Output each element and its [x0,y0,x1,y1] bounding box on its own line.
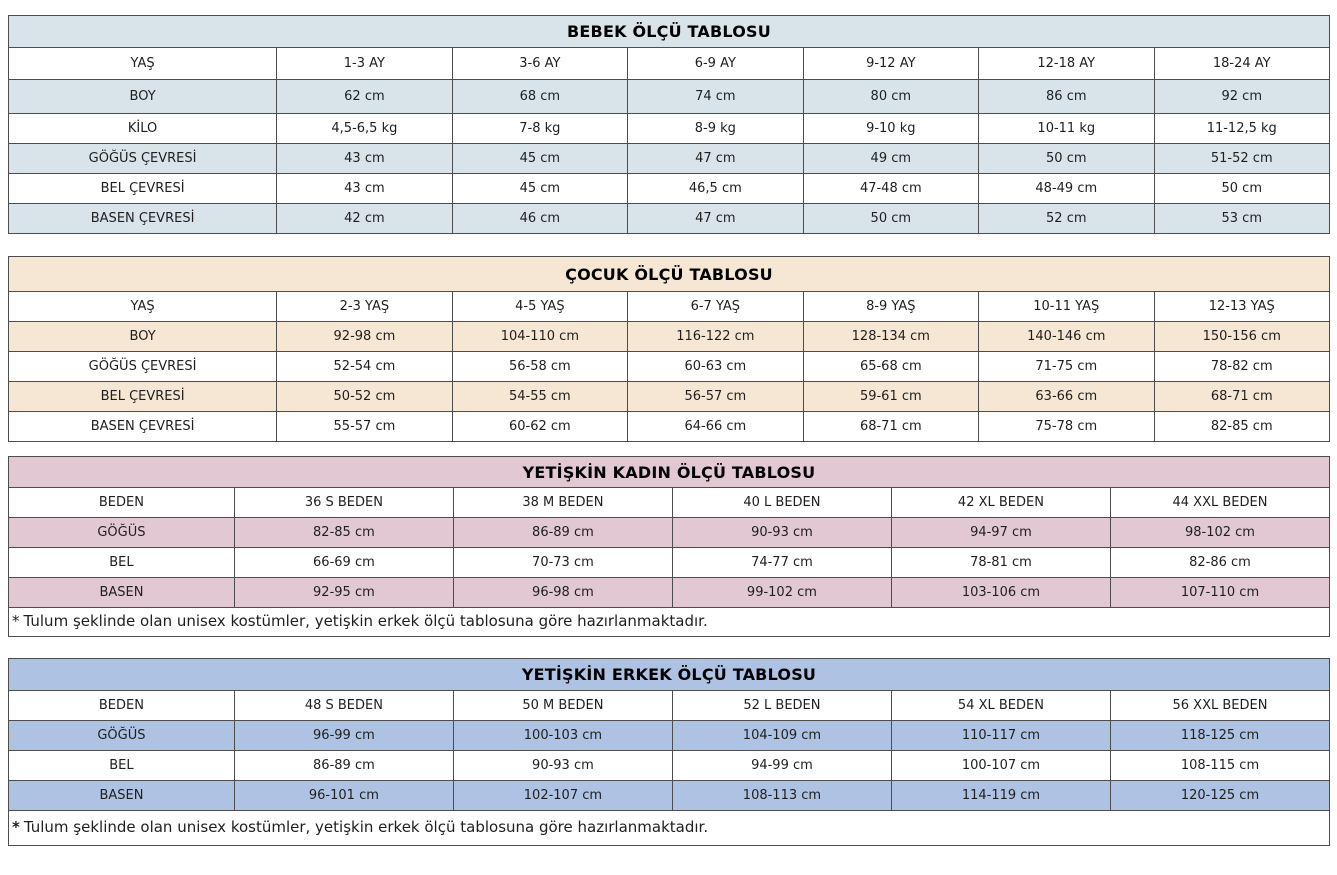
value-cell: 2-3 YAŞ [277,292,452,322]
value-cell: 96-101 cm [234,781,453,811]
value-cell: 50 cm [1154,174,1330,204]
value-cell: 110-117 cm [891,721,1110,751]
value-cell: 90-93 cm [672,518,891,548]
table-footnote [9,811,1330,846]
value-cell: 80 cm [803,80,978,114]
size-table-kadin [8,456,1330,637]
table-title: BEBEK ÖLÇÜ TABLOSU [9,16,1330,48]
value-cell: 140-146 cm [979,322,1154,352]
value-cell: 42 XL BEDEN [891,488,1110,518]
value-cell: 107-110 cm [1110,578,1329,608]
value-cell: 48-49 cm [979,174,1154,204]
value-cell: 52-54 cm [277,352,452,382]
value-cell: 74-77 cm [672,548,891,578]
value-cell: 120-125 cm [1110,781,1329,811]
value-cell: 100-107 cm [891,751,1110,781]
value-cell: 45 cm [452,174,627,204]
row-label: BASEN ÇEVRESİ [9,204,277,234]
value-cell: 100-103 cm [453,721,672,751]
value-cell: 47 cm [628,144,803,174]
value-cell: 114-119 cm [891,781,1110,811]
value-cell: 65-68 cm [803,352,978,382]
value-cell: 99-102 cm [672,578,891,608]
value-cell: 1-3 AY [277,48,452,80]
row-label: BEL ÇEVRESİ [9,174,277,204]
value-cell: 98-102 cm [1110,518,1329,548]
value-cell: 54 XL BEDEN [891,691,1110,721]
value-cell: 103-106 cm [891,578,1110,608]
value-cell: 45 cm [452,144,627,174]
value-cell: 7-8 kg [452,114,627,144]
footnote-text: Tulum şeklinde olan unisex kostümler, yetişkin erkek ölçü tablosuna göre hazırlanmaktadır. [23,818,709,836]
value-cell: 11-12,5 kg [1154,114,1330,144]
row-label: BEDEN [9,691,235,721]
value-cell: 12-18 AY [979,48,1154,80]
value-cell: 4-5 YAŞ [452,292,627,322]
value-cell: 3-6 AY [452,48,627,80]
value-cell: 50 cm [979,144,1154,174]
table-title: YETİŞKİN ERKEK ÖLÇÜ TABLOSU [9,659,1330,691]
row-label: GÖĞÜS [9,518,235,548]
value-cell: 43 cm [277,174,452,204]
value-cell: 52 cm [979,204,1154,234]
row-label: BEL [9,751,235,781]
footnote-asterisk: * [12,818,20,836]
footnote-text: Tulum şeklinde olan unisex kostümler, yetişkin erkek ölçü tablosuna göre hazırlanmaktadır. [23,612,708,630]
value-cell: 52 L BEDEN [672,691,891,721]
value-cell: 56-57 cm [628,382,803,412]
value-cell: 6-9 AY [628,48,803,80]
value-cell: 94-97 cm [891,518,1110,548]
value-cell: 63-66 cm [979,382,1154,412]
value-cell: 86 cm [979,80,1154,114]
row-label: BEDEN [9,488,235,518]
value-cell: 104-110 cm [452,322,627,352]
value-cell: 82-86 cm [1110,548,1329,578]
value-cell: 49 cm [803,144,978,174]
row-label: GÖĞÜS [9,721,235,751]
value-cell: 18-24 AY [1154,48,1330,80]
value-cell: 78-81 cm [891,548,1110,578]
value-cell: 62 cm [277,80,452,114]
value-cell: 104-109 cm [672,721,891,751]
value-cell: 94-99 cm [672,751,891,781]
value-cell: 150-156 cm [1154,322,1330,352]
value-cell: 47-48 cm [803,174,978,204]
value-cell: 6-7 YAŞ [628,292,803,322]
value-cell: 68 cm [452,80,627,114]
value-cell: 96-99 cm [234,721,453,751]
row-label: BOY [9,80,277,114]
value-cell: 8-9 YAŞ [803,292,978,322]
value-cell: 60-63 cm [628,352,803,382]
value-cell: 108-115 cm [1110,751,1329,781]
value-cell: 50 cm [803,204,978,234]
value-cell: 9-10 kg [803,114,978,144]
value-cell: 46 cm [452,204,627,234]
row-label: BASEN [9,781,235,811]
value-cell: 92-98 cm [277,322,452,352]
value-cell: 64-66 cm [628,412,803,442]
value-cell: 12-13 YAŞ [1154,292,1330,322]
value-cell: 82-85 cm [234,518,453,548]
value-cell: 75-78 cm [979,412,1154,442]
value-cell: 44 XXL BEDEN [1110,488,1329,518]
size-table-section-bebek [8,15,1330,234]
value-cell: 70-73 cm [453,548,672,578]
table-title: YETİŞKİN KADIN ÖLÇÜ TABLOSU [9,457,1330,488]
value-cell: 36 S BEDEN [234,488,453,518]
value-cell: 56-58 cm [452,352,627,382]
row-label: BEL [9,548,235,578]
value-cell: 92 cm [1154,80,1330,114]
size-table-section-kadin [8,456,1330,637]
value-cell: 38 M BEDEN [453,488,672,518]
value-cell: 90-93 cm [453,751,672,781]
value-cell: 53 cm [1154,204,1330,234]
row-label: BASEN ÇEVRESİ [9,412,277,442]
value-cell: 128-134 cm [803,322,978,352]
value-cell: 71-75 cm [979,352,1154,382]
value-cell: 50-52 cm [277,382,452,412]
value-cell: 78-82 cm [1154,352,1330,382]
table-footnote [9,608,1330,637]
row-label: GÖĞÜS ÇEVRESİ [9,144,277,174]
value-cell: 74 cm [628,80,803,114]
value-cell: 92-95 cm [234,578,453,608]
footnote-asterisk: * [12,612,20,630]
value-cell: 96-98 cm [453,578,672,608]
value-cell: 50 M BEDEN [453,691,672,721]
value-cell: 66-69 cm [234,548,453,578]
size-table-cocuk [8,256,1330,442]
value-cell: 68-71 cm [803,412,978,442]
value-cell: 102-107 cm [453,781,672,811]
value-cell: 46,5 cm [628,174,803,204]
value-cell: 82-85 cm [1154,412,1330,442]
size-table-bebek [8,15,1330,234]
value-cell: 10-11 YAŞ [979,292,1154,322]
value-cell: 48 S BEDEN [234,691,453,721]
value-cell: 86-89 cm [234,751,453,781]
row-label: GÖĞÜS ÇEVRESİ [9,352,277,382]
row-label: BOY [9,322,277,352]
value-cell: 40 L BEDEN [672,488,891,518]
value-cell: 56 XXL BEDEN [1110,691,1329,721]
value-cell: 118-125 cm [1110,721,1329,751]
value-cell: 55-57 cm [277,412,452,442]
value-cell: 108-113 cm [672,781,891,811]
row-label: BEL ÇEVRESİ [9,382,277,412]
value-cell: 9-12 AY [803,48,978,80]
value-cell: 60-62 cm [452,412,627,442]
value-cell: 59-61 cm [803,382,978,412]
value-cell: 54-55 cm [452,382,627,412]
value-cell: 47 cm [628,204,803,234]
size-table-erkek [8,658,1330,846]
value-cell: 86-89 cm [453,518,672,548]
value-cell: 10-11 kg [979,114,1154,144]
value-cell: 43 cm [277,144,452,174]
value-cell: 4,5-6,5 kg [277,114,452,144]
value-cell: 42 cm [277,204,452,234]
value-cell: 68-71 cm [1154,382,1330,412]
value-cell: 116-122 cm [628,322,803,352]
row-label: KİLO [9,114,277,144]
size-table-section-cocuk [8,256,1330,442]
row-label: YAŞ [9,48,277,80]
row-label: YAŞ [9,292,277,322]
table-title: ÇOCUK ÖLÇÜ TABLOSU [9,257,1330,292]
size-table-section-erkek [8,658,1330,846]
value-cell: 51-52 cm [1154,144,1330,174]
value-cell: 8-9 kg [628,114,803,144]
row-label: BASEN [9,578,235,608]
